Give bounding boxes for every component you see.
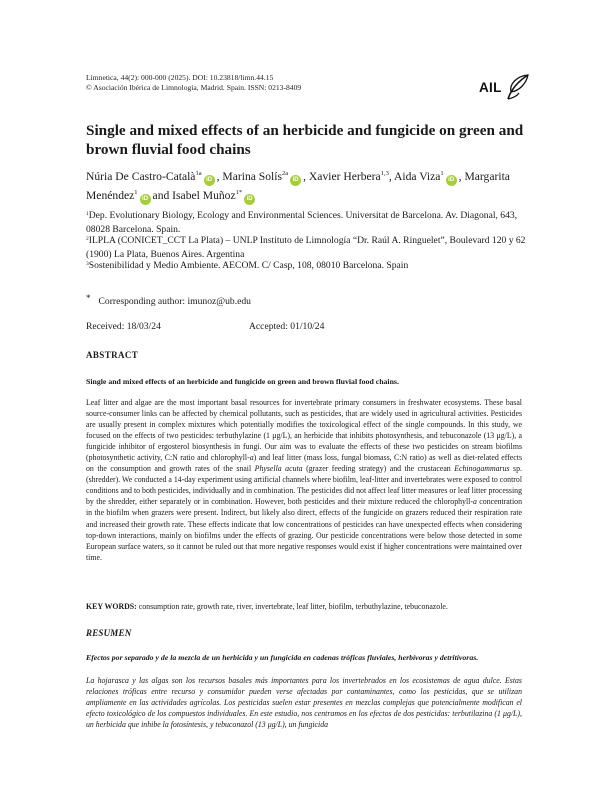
journal-citation: Limnetica, 44(2): 000-000 (2025). DOI: 10.23818/limn.44.15 bbox=[86, 73, 274, 82]
species-name: Physella acuta bbox=[254, 464, 303, 474]
affiliation-text: Dep. Evolutionary Biology, Ecology and Environmental Sciences. Universitat de Barcelona. Av. Diagonal, 643, 08028 Barcelona. Spain. bbox=[86, 210, 518, 235]
resumen-paragraph: La hojarasca y las algas son los recursos basales más importantes para los invertebrados en los ecosistemas de agua dulce. Estas relaciones tróficas entre recurso y consumidor pueden verse afectadas por contaminantes, como los pesticidas, que se utilizan ampliamente en las actividades agrícolas. Los pesticidas suelen estar presentes en mezclas complejas que potencialmente modifican el efecto toxicológico de los compuestos individuales. En este estudio, nos centramos en los efectos de dos pesticidas: terbutilazina (1 μg/L), un herbicida que inhibe la fotosíntesis, y tebuconazol (13 μg/L), un fungicida bbox=[86, 676, 522, 730]
resumen-heading: RESUMEN bbox=[86, 628, 132, 638]
author-affiliation-mark: 1* bbox=[235, 189, 243, 196]
leaf-logo-icon bbox=[505, 72, 531, 102]
abstract-text: concentration in the biofilm when grazers were present. Indirect, but likely also direct, effects of the fungicide on grazers reduced their respiration rate and increased their growth rate. These effects indicate that low concentrations of pesticides can have unexpected effects when considering top-down interactions, mainly on biofilms under the effects of grazing. Our pesticide concentrations were below those detected in some European surface waters, so it cannot be ruled out that more negative responses would exist if higher concentrations were maintained over time. bbox=[86, 497, 522, 562]
abstract-text: ) and leaf litter (mass loss, fungal biomass, C:N ratio) as well as diet-related effects on the consumption and growth rates of the snail bbox=[86, 453, 522, 474]
author-affiliation-mark: 1 bbox=[134, 189, 138, 196]
affiliation-text: ILPLA (CONICET_CCT La Plata) – UNLP Instituto de Limnología “Dr. Raúl A. Ringuelet”, Boulevard 120 y 62 (1900) La Plata, Buenos Aires. Argentina bbox=[86, 235, 526, 260]
accepted-date: Accepted: 01/10/24 bbox=[249, 321, 325, 332]
abstract-text: Leaf litter and algae are the most important basal resources for invertebrate primary consumers in freshwater ecosystems. These basal source-consumer links can be affected by chemical pollutants, such as pesticides, that are widely used in agricultural activities. Pesticides are usually present in complex mixtures which potentially modifies the toxicological effect of the single compounds. In this study, we focused on the effects of two pesticides: terbuthylazine (1 μg/L), an herbicide that inhibits photosynthesis, and tebuconazole (13 μg/L), a fungicide inhibitor of ergosterol biosynthesis in fungi. Our aim was to evaluate the effects of these two pesticides on stream biofilms (photosynthetic activity, C:N ratio and chlorophyll- bbox=[86, 398, 522, 463]
logo-text: AIL bbox=[479, 80, 502, 95]
abstract-subtitle: Single and mixed effects of an herbicide and fungicide on green and brown fluvial food chains. bbox=[86, 377, 399, 386]
abstract-paragraph bbox=[86, 397, 522, 563]
author-affiliation-mark: 1a bbox=[195, 170, 202, 177]
article-title: Single and mixed effects of an herbicide and fungicide on green and brown fluvial food chains bbox=[86, 122, 524, 158]
corresponding-star: * bbox=[86, 293, 91, 303]
orcid-icon[interactable]: iD bbox=[204, 175, 215, 186]
orcid-icon[interactable]: iD bbox=[290, 175, 301, 186]
author-name: , Margarita Menéndez bbox=[86, 170, 510, 202]
affiliation-number: 2 bbox=[86, 236, 89, 242]
keywords-label: KEY WORDS: bbox=[86, 602, 137, 611]
abstract-text: (grazer feeding strategy) and the crustacean bbox=[302, 464, 455, 474]
journal-copyright: © Asociación Ibérica de Limnología, Madrid. Spain. ISSN: 0213-8409 bbox=[86, 83, 302, 92]
ail-logo bbox=[479, 72, 531, 102]
author-affiliation-mark: 1 bbox=[440, 170, 444, 177]
genus-name: Echinogammarus bbox=[454, 464, 510, 474]
affiliation-text: Sostenibilidad y Medio Ambiente. AECOM. C/ Casp, 108, 08010 Barcelona. Spain bbox=[88, 260, 409, 271]
author-name: , Aida Viza bbox=[388, 170, 441, 183]
keywords bbox=[86, 602, 526, 611]
resumen-subtitle: Efectos por separado y de la mezcla de un herbicida y un fungicida en cadenas tróficas fluviales, herbívoras y detritívoras. bbox=[86, 653, 479, 662]
author-affiliation-mark: 1,3 bbox=[380, 170, 389, 177]
received-date: Received: 18/03/24 bbox=[86, 321, 161, 332]
affiliation-2 bbox=[86, 234, 536, 261]
corresponding-author bbox=[86, 293, 251, 307]
author-affiliation-mark: 2a bbox=[281, 170, 289, 177]
author-name: and Isabel Muñoz bbox=[152, 189, 236, 202]
orcid-icon[interactable]: iD bbox=[244, 194, 255, 205]
orcid-icon[interactable]: iD bbox=[446, 175, 457, 186]
author-list bbox=[86, 167, 536, 205]
author-name: Núria De Castro-Català bbox=[86, 170, 196, 183]
affiliation-1 bbox=[86, 209, 536, 236]
keywords-text: consumption rate, growth rate, river, invertebrate, leaf litter, biofilm, terbuthylazine, tebuconazole. bbox=[136, 602, 448, 611]
journal-citation-block bbox=[86, 73, 301, 93]
abstract-text: sp. (shredder). We conducted a 14-day experiment using artificial channels where biofilm, leaf-litter and invertebrates were exposed to control conditions and to both pesticides, individually and in combination. The pesticides did not affect leaf litter measures or leaf litter processing by the shredder, either separately or in combination. However, both pesticides and their mixture reduced the chlorophyll- bbox=[86, 464, 522, 507]
affiliation-number: 3 bbox=[86, 261, 89, 267]
abstract-italic: a bbox=[472, 497, 477, 507]
orcid-icon[interactable]: iD bbox=[140, 194, 151, 205]
corresponding-text: Corresponding author: imunoz@ub.edu bbox=[98, 296, 251, 307]
affiliation-number: 1 bbox=[86, 211, 89, 217]
author-name: , Xavier Herbera bbox=[303, 170, 381, 183]
author-name: , Marina Solís bbox=[216, 170, 282, 183]
abstract-heading: ABSTRACT bbox=[86, 350, 139, 360]
affiliation-3 bbox=[86, 259, 536, 273]
abstract-italic: a bbox=[249, 453, 254, 463]
